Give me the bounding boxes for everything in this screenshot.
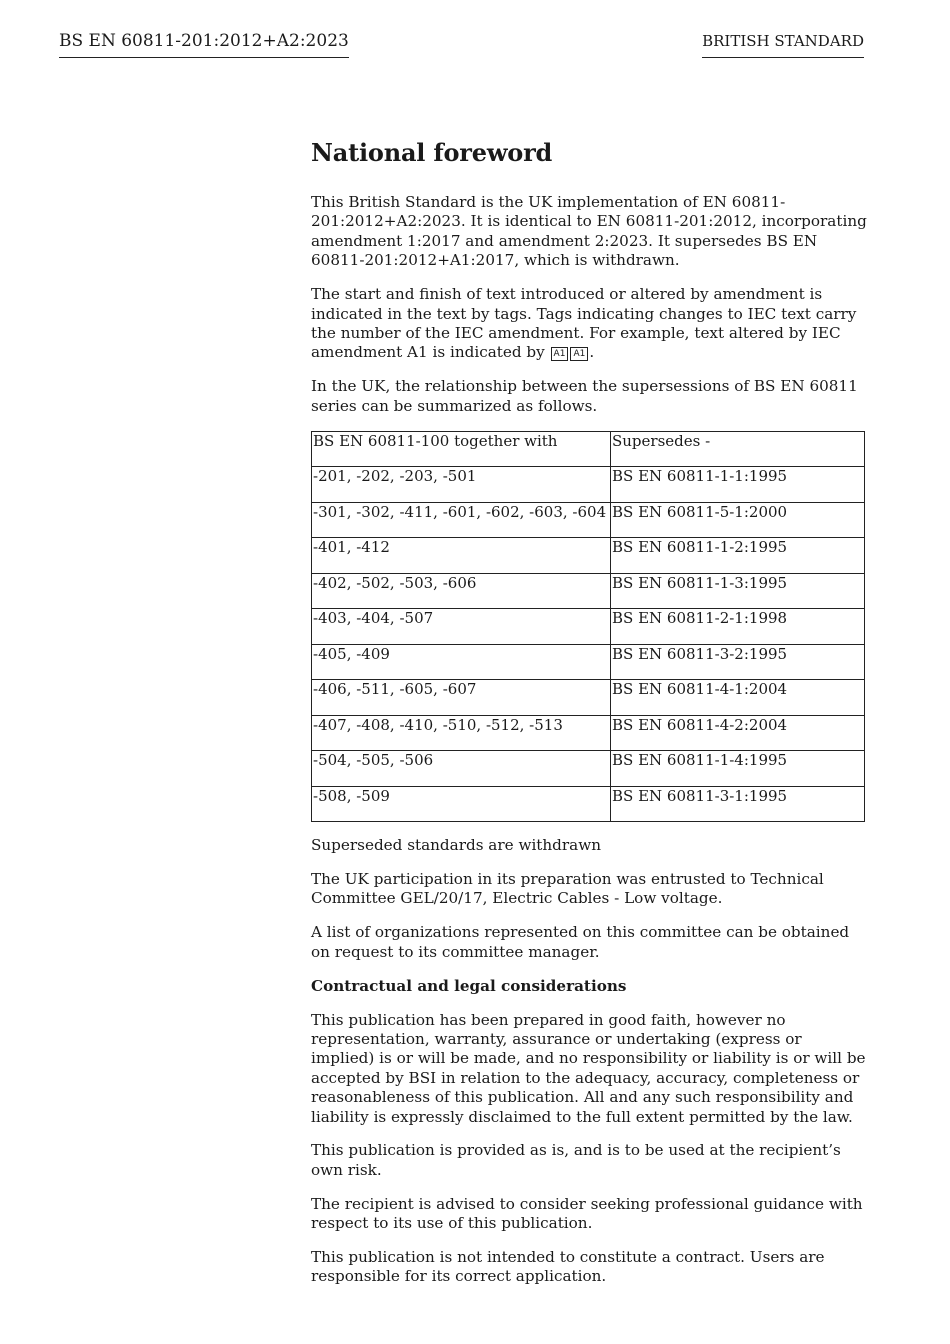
paragraph-own-risk: This publication is provided as is, and is to be used at the recipient’s own risk.	[311, 1141, 841, 1179]
table-cell-superseded: BS EN 60811-4-2:2004	[611, 715, 865, 751]
table-cell-superseded: BS EN 60811-2-1:1998	[611, 609, 865, 645]
table-cell-superseded: BS EN 60811-5-1:2000	[611, 502, 865, 538]
table-row	[312, 715, 865, 751]
paragraph-guidance: The recipient is advised to consider seeking professional guidance with respect to its use of this publication.	[311, 1194, 863, 1233]
paragraph-contract: This publication is not intended to constitute a contract. Users are responsible for its correct application.	[311, 1248, 825, 1286]
table-cell-parts: -301, -302, -411, -601, -602, -603, -604	[312, 502, 611, 538]
table-cell-parts: -401, -412	[312, 538, 611, 574]
table-row	[312, 502, 865, 538]
table-cell-superseded: BS EN 60811-3-1:1995	[611, 786, 865, 822]
table-cell-parts: -407, -408, -410, -510, -512, -513	[312, 715, 611, 751]
table-row	[312, 467, 865, 503]
table-row	[312, 786, 865, 822]
paragraph-organizations: A list of organizations represented on this committee can be obtained on request to its committee manager.	[311, 923, 850, 961]
main-content	[311, 138, 867, 1301]
table-cell-parts: -508, -509	[312, 786, 611, 822]
paragraph-committee: The UK participation in its preparation was entrusted to Technical Committee GEL/20/17, Electric Cables - Low voltage.	[311, 869, 824, 908]
table-cell-parts: -504, -505, -506	[312, 751, 611, 787]
table-cell-superseded: BS EN 60811-1-1:1995	[611, 467, 865, 503]
table-cell-superseded: BS EN 60811-1-2:1995	[611, 538, 865, 574]
table-header-cell: BS EN 60811-100 together with	[312, 431, 611, 467]
table-row	[312, 609, 865, 645]
series-label: BRITISH STANDARD	[702, 32, 864, 58]
paragraph-amendment-tags	[311, 285, 867, 363]
table-header-cell: Supersedes -	[611, 431, 865, 467]
table-cell-superseded: BS EN 60811-3-2:1995	[611, 644, 865, 680]
table-row	[312, 538, 865, 574]
table-cell-parts: -201, -202, -203, -501	[312, 467, 611, 503]
supersession-table	[311, 431, 865, 823]
table-cell-parts: -402, -502, -503, -606	[312, 573, 611, 609]
amendment-close-tag-icon: A1	[570, 347, 588, 361]
section-heading-contractual: Contractual and legal considerations	[311, 976, 627, 995]
table-cell-parts: -405, -409	[312, 644, 611, 680]
amendment-tags-text: The start and finish of text introduced or altered by amendment is indicated in the text by tags. Tags indicating changes to IEC text carry the number of the IEC amendment. For example, text altered by IEC amendment A1 is indicated by	[311, 285, 857, 362]
amendment-open-tag-icon: A1	[551, 347, 569, 361]
table-row	[312, 751, 865, 787]
page-title: National foreword	[311, 138, 553, 167]
table-row	[312, 680, 865, 716]
table-header-row	[312, 431, 865, 467]
paragraph-implementation: This British Standard is the UK implementation of EN 60811-201:2012+A2:2023. It is identical to EN 60811-201:2012, incorporating amendment 1:2017 and amendment 2:2023. It supersedes BS EN 60811-201:2012+A1:2017, which is withdrawn.	[311, 193, 867, 270]
paragraph-good-faith: This publication has been prepared in good faith, however no representation, warranty, assurance or undertaking (express or implied) is or will be made, and no responsibility or liability is or will be accepted by BSI in relation to the adequacy, accuracy, completeness or reasonableness of this publication. All and any such responsibility and liability is expressly disclaimed to the full extent permitted by the law.	[311, 1010, 866, 1126]
table-cell-superseded: BS EN 60811-1-4:1995	[611, 751, 865, 787]
table-cell-parts: -406, -511, -605, -607	[312, 680, 611, 716]
table-cell-parts: -403, -404, -507	[312, 609, 611, 645]
document-id: BS EN 60811-201:2012+A2:2023	[59, 31, 349, 58]
table-row	[312, 644, 865, 680]
table-cell-superseded: BS EN 60811-1-3:1995	[611, 573, 865, 609]
amendment-tags-end: .	[589, 343, 595, 362]
paragraph-withdrawn: Superseded standards are withdrawn	[311, 836, 602, 855]
table-cell-superseded: BS EN 60811-4-1:2004	[611, 680, 865, 716]
paragraph-supersessions: In the UK, the relationship between the supersessions of BS EN 60811 series can be summarized as follows.	[311, 377, 858, 415]
table-row	[312, 573, 865, 609]
